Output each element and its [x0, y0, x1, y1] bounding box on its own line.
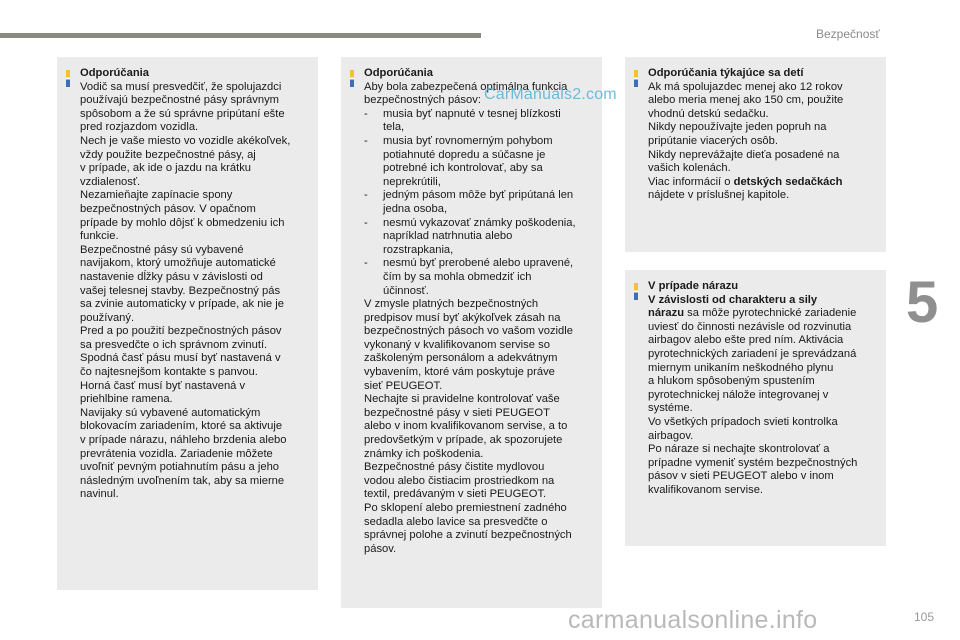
note-lines — [648, 321, 880, 498]
note-line: vašej telesnej stavby. Bezpečnostný pás — [80, 284, 281, 297]
note-lines — [80, 81, 312, 502]
note-line: Nechajte si pravidelne kontrolovať vaše — [364, 393, 560, 406]
bullet-text — [383, 257, 596, 298]
note-line: a hlukom spôsobeným spustením — [648, 375, 815, 388]
top-rule — [0, 33, 481, 38]
bullet-line: musia byť rovnomerným pohybom — [383, 134, 553, 147]
note-line: používajú bezpečnostné pásy správnym — [80, 94, 280, 107]
bullet-dash: - — [364, 216, 368, 229]
note-line: alebo meria menej ako 150 cm, použite — [648, 94, 844, 107]
note-line: sa zvinie automaticky v prípade, ak nie je — [80, 298, 284, 311]
note-box-collision — [625, 270, 886, 546]
bullet-item — [364, 189, 596, 216]
bullet-dash: - — [364, 107, 368, 120]
note-line: Ak má spolujazdec menej ako 12 rokov — [648, 80, 843, 93]
bullet-line: potiahnuté dopredu a súčasne je — [383, 148, 546, 161]
bullet-item — [364, 108, 596, 135]
note-line: sedadla alebo lavice sa presvedčte o — [364, 515, 548, 528]
note-line: uvoľniť pevným potiahnutím pásu a jeho — [80, 461, 280, 474]
note-line: Po sklopení alebo premiestnení zadného — [364, 502, 567, 514]
bullet-line: nesmú vykazovať známky poškodenia, — [383, 216, 576, 229]
bullet-line: rozstrapkania, — [383, 243, 454, 256]
info-icon — [66, 70, 70, 87]
bullet-item — [364, 257, 596, 298]
note-title: V prípade nárazu — [648, 280, 739, 292]
note-line: pyrotechnických zariadení je sprevádzaná — [648, 347, 857, 360]
bullet-text — [383, 217, 596, 258]
note-line: miernym unikaním neškodného plynu — [648, 361, 834, 374]
note-line: nájdete v príslušnej kapitole. — [648, 189, 790, 202]
note-line: Bezpečnostné pásy sú vybavené — [80, 243, 244, 256]
note-body — [648, 67, 880, 203]
info-icon — [350, 70, 354, 87]
bullet-text — [383, 135, 596, 189]
bullet-line: jedna osoba, — [383, 202, 448, 215]
note-line: bezpečnostné pásy v sieti PEUGEOT — [364, 406, 550, 419]
note-line: Viac informácií o detských sedačkách — [648, 175, 843, 188]
note-line: Vodič sa musí presvedčiť, že spolujazdci — [80, 80, 282, 93]
note-line: bezpečnostných pásov. V opačnom — [80, 202, 256, 215]
note-line: Nikdy nepoužívajte jeden popruh na — [648, 121, 827, 134]
note-line: známky ich poškodenia. — [364, 447, 484, 460]
bullet-line: jedným pásom môže byť pripútaná len — [383, 189, 574, 202]
bullet-item — [364, 135, 596, 189]
page-number: 105 — [914, 610, 935, 624]
bullet-line: tela, — [383, 121, 405, 134]
bullet-line: musia byť napnuté v tesnej blízkosti — [383, 107, 561, 120]
note-line: Bezpečnostné pásy čistite mydlovou — [364, 461, 545, 474]
watermark-bottom: carmanualsonline.info — [568, 606, 818, 634]
note-line: vzdialenosť. — [80, 175, 141, 188]
note-line: prípade by mohlo dôjsť k obmedzeniu ich — [80, 216, 285, 229]
note-line: Po náraze si nechajte skontrolovať a — [648, 443, 830, 456]
note-box-belt-recommendations — [341, 57, 602, 608]
note-line: Pred a po použití bezpečnostných pásov — [80, 325, 282, 338]
note-line: Navijaky sú vybavené automatickým — [80, 406, 261, 419]
note-lines — [364, 298, 596, 556]
note-line: nastavenie dĺžky pásu v závislosti od — [80, 270, 263, 283]
note-line: blokovacím zariadením, ktoré sa aktivuje — [80, 420, 283, 433]
note-line: uviesť do činnosti nezávisle od rozvinutia — [648, 320, 852, 333]
note-title: Odporúčania týkajúce sa detí — [648, 67, 804, 79]
note-line: systéme. — [648, 402, 693, 415]
note-line: kvalifikovanom servise. — [648, 483, 764, 496]
note-line: prípadne vymeniť systém bezpečnostných — [648, 456, 858, 469]
note-line: prevrátenia vozidla. Zariadenie môžete — [80, 447, 273, 460]
note-line: funkcie. — [80, 230, 119, 243]
note-line: spôsobom a že sú správne pripútaní ešte — [80, 107, 285, 120]
note-line: priehlbine ramena. — [80, 393, 173, 406]
note-line: predovšetkým v prípade, ak spozorujete — [364, 434, 563, 447]
note-line: vykonaný v kvalifikovanom servise so — [364, 338, 550, 351]
note-line: sieť PEUGEOT. — [364, 379, 443, 392]
note-body — [364, 67, 596, 556]
note-line: nárazu sa môže pyrotechnické zariadenie — [648, 307, 857, 320]
note-line: airbagov alebo ešte pred ním. Aktivácia — [648, 334, 844, 347]
note-line: čo najtesnejšom kontakte s panvou. — [80, 366, 258, 379]
note-line: pyrotechnickej nálože integrovanej v — [648, 388, 829, 401]
note-line: sa presvedčte o ich správnom zvinutí. — [80, 338, 268, 351]
note-box-recommendations — [57, 57, 318, 590]
note-lines — [648, 81, 880, 176]
note-line: vodou alebo čistiacim prostriedkom na — [364, 474, 555, 487]
bullet-line: potrebné ich kontrolovať, aby sa — [383, 162, 543, 175]
note-line: navijakom, ktorý umožňuje automatické — [80, 257, 276, 270]
note-line: v prípade, ak ide o jazdu na krátku — [80, 162, 252, 175]
note-line: Nikdy neprevážajte dieťa posadené na — [648, 148, 840, 161]
bullet-dash: - — [364, 257, 368, 270]
bullet-line: nesmú byť prerobené alebo upravené, — [383, 257, 574, 270]
note-line: Nezamieňajte zapínacie spony — [80, 189, 233, 202]
note-line: bezpečnostných pásov: — [364, 94, 481, 107]
bullet-dash: - — [364, 134, 368, 147]
note-line: airbagov. — [648, 429, 694, 442]
note-line: pripútanie viacerých osôb. — [648, 134, 778, 147]
note-line: V zmysle platných bezpečnostných — [364, 298, 539, 311]
bullet-line: napríklad natrhnutia alebo — [383, 230, 513, 243]
note-line: vždy použite bezpečnostné pásy, aj — [80, 148, 256, 161]
bullet-dash: - — [364, 189, 368, 202]
note-box-children — [625, 57, 886, 252]
note-line: pred rozjazdom vozidla. — [80, 121, 199, 134]
note-body — [80, 67, 312, 502]
note-subtitle: V závislosti od charakteru a sily — [648, 293, 818, 306]
bullet-line: neprekrútili, — [383, 175, 441, 188]
note-line: v prípade nárazu, náhleho brzdenia alebo — [80, 434, 287, 447]
note-line: Spodná časť pásu musí byť nastavená v — [80, 352, 281, 365]
note-line: vybavením, ktoré vám poskytuje práve — [364, 366, 555, 379]
note-line: navinul. — [80, 488, 119, 501]
note-line: vašich kolenách. — [648, 162, 731, 175]
bullet-text — [383, 189, 596, 216]
note-line: vhodnú detskú sedačku. — [648, 107, 769, 120]
note-line: Horná časť musí byť nastavená v — [80, 379, 246, 392]
note-line: používaný. — [80, 311, 135, 324]
note-line: textil, predávaným v sieti PEUGEOT. — [364, 488, 547, 501]
bullet-text — [383, 108, 596, 135]
note-line: Nech je vaše miesto vo vozidle akékoľvek, — [80, 134, 291, 147]
info-icon — [634, 283, 638, 300]
bullet-list — [364, 108, 596, 298]
bullet-line: účinnosť. — [383, 284, 429, 297]
note-body — [648, 280, 880, 498]
note-line: Aby bola zabezpečená optimálna funkcia — [364, 80, 568, 93]
note-line: následným uvoľnením tak, aby sa mierne — [80, 474, 285, 487]
bullet-item — [364, 217, 596, 258]
chapter-number: 5 — [906, 270, 939, 335]
note-title: Odporúčania — [364, 67, 433, 79]
note-line: Vo všetkých prípadoch svieti kontrolka — [648, 415, 838, 428]
section-title: Bezpečnosť — [816, 27, 880, 41]
note-line: zaškoleným personálom a adekvátnym — [364, 352, 558, 365]
note-line: predpisov musí byť akýkoľvek zásah na — [364, 311, 561, 324]
note-line: pásov v sieti PEUGEOT alebo v inom — [648, 470, 834, 483]
note-line: pásov. — [364, 542, 397, 555]
link-child-seats: detských sedačkách — [733, 175, 843, 188]
note-line: správnej polohe a zvinutí bezpečnostných — [364, 529, 572, 542]
note-title: Odporúčania — [80, 67, 149, 79]
watermark-top: CarManuals2.com — [484, 86, 617, 103]
note-line: bezpečnostných pásoch vo vašom vozidle — [364, 325, 573, 338]
info-icon — [634, 70, 638, 87]
bullet-line: čím by sa mohla obmedziť ich — [383, 270, 532, 283]
note-line: alebo v inom kvalifikovanom servise, a to — [364, 420, 568, 433]
